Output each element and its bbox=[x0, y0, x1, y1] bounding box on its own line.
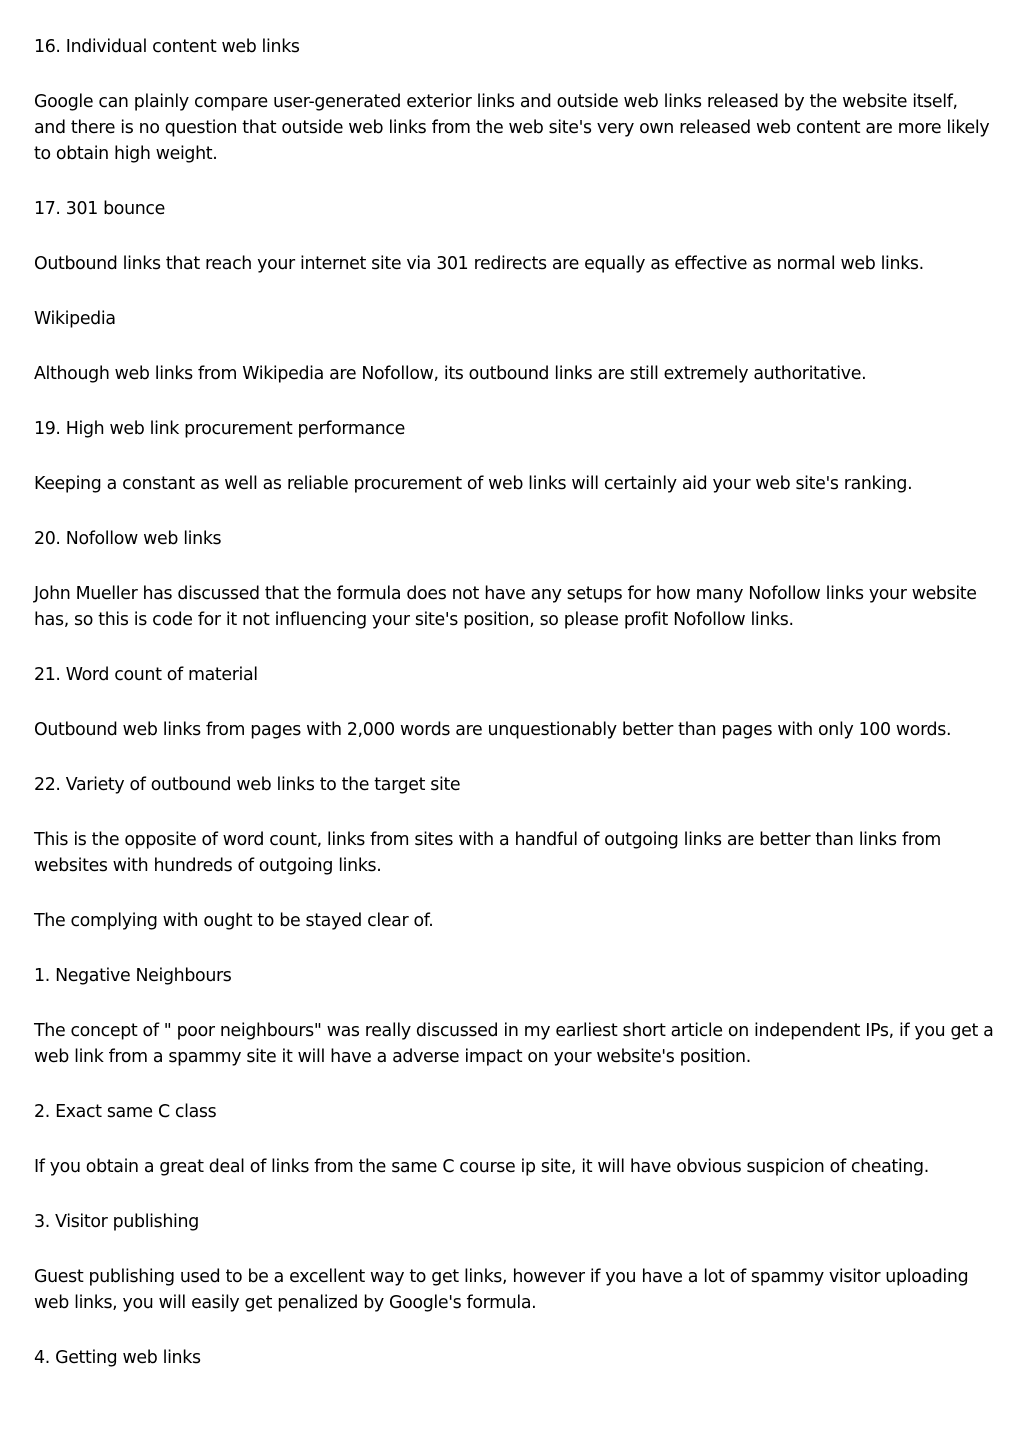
paragraph-avoid-intro: The complying with ought to be stayed clear of. bbox=[34, 911, 434, 931]
paragraph-negative-neighbours: The concept of " poor neighbours" was really discussed in my earliest short article on independent IPs, if you get a web link from a spammy site it will have a adverse impact on your website's position. bbox=[34, 1021, 994, 1067]
heading-negative-neighbours: 1. Negative Neighbours bbox=[34, 966, 232, 986]
heading-same-c-class: 2. Exact same C class bbox=[34, 1102, 217, 1122]
paragraph-same-c-class: If you obtain a great deal of links from the same C course ip site, it will have obvious suspicion of cheating. bbox=[34, 1157, 929, 1177]
heading-nofollow-links: 20. Nofollow web links bbox=[34, 529, 222, 549]
heading-word-count: 21. Word count of material bbox=[34, 665, 258, 685]
paragraph-link-procurement: Keeping a constant as well as reliable procurement of web links will certainly aid your web site's ranking. bbox=[34, 474, 913, 494]
heading-individual-content-links: 16. Individual content web links bbox=[34, 37, 300, 57]
paragraph-nofollow-links: John Mueller has discussed that the formula does not have any setups for how many Nofollow links your website has, so this is code for it not influencing your site's position, so please profit Nofollow links. bbox=[34, 584, 977, 630]
paragraph-word-count: Outbound web links from pages with 2,000 words are unquestionably better than pages with only 100 words. bbox=[34, 720, 952, 740]
paragraph-wikipedia: Although web links from Wikipedia are Nofollow, its outbound links are still extremely authoritative. bbox=[34, 364, 867, 384]
paragraph-individual-content-links: Google can plainly compare user-generated exterior links and outside web links released by the website itself, and there is no question that outside web links from the web site's very own released web content are more likely to obtain high weight. bbox=[34, 92, 990, 164]
heading-visitor-publishing: 3. Visitor publishing bbox=[34, 1212, 199, 1232]
heading-wikipedia: Wikipedia bbox=[34, 309, 116, 329]
paragraph-301-bounce: Outbound links that reach your internet site via 301 redirects are equally as effective as normal web links. bbox=[34, 254, 924, 274]
paragraph-outbound-link-variety: This is the opposite of word count, links from sites with a handful of outgoing links are better than links from websites with hundreds of outgoing links. bbox=[34, 830, 942, 876]
heading-link-procurement: 19. High web link procurement performance bbox=[34, 419, 405, 439]
heading-outbound-link-variety: 22. Variety of outbound web links to the target site bbox=[34, 775, 461, 795]
heading-301-bounce: 17. 301 bounce bbox=[34, 199, 165, 219]
heading-getting-web-links: 4. Getting web links bbox=[34, 1348, 201, 1368]
paragraph-visitor-publishing: Guest publishing used to be a excellent way to get links, however if you have a lot of spammy visitor uploading web links, you will easily get penalized by Google's formula. bbox=[34, 1267, 969, 1313]
